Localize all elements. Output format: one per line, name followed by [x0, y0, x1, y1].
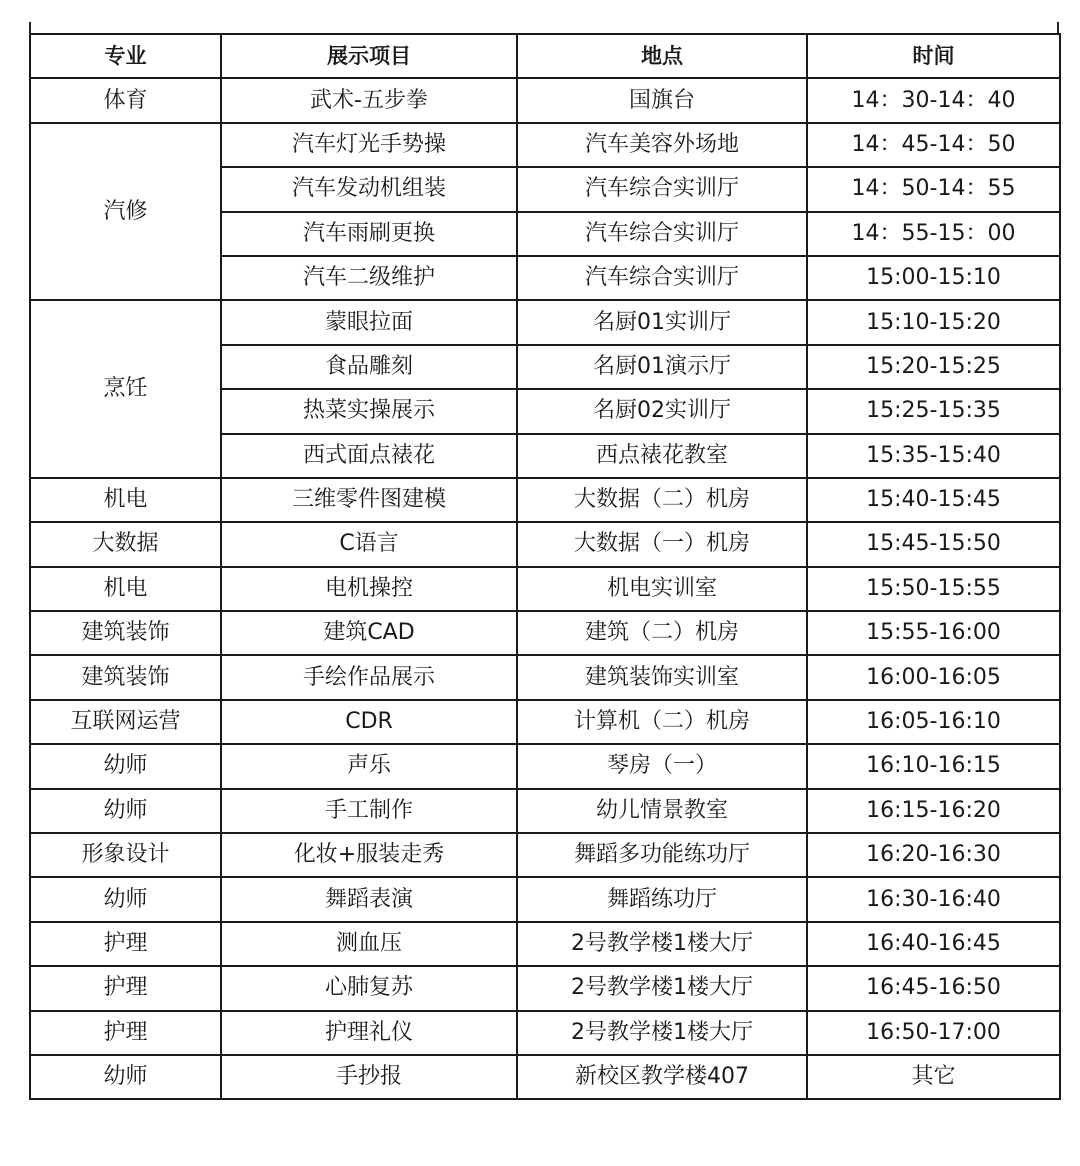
- location-cell: 2号教学楼1楼大厅: [517, 922, 807, 966]
- major-cell: 幼师: [30, 744, 221, 788]
- location-cell: 汽车综合实训厅: [517, 212, 807, 256]
- table-row: [30, 1055, 1060, 1099]
- table-row: [30, 522, 1060, 566]
- time-cell: 14：45-14：50: [807, 123, 1060, 167]
- major-cell: 体育: [30, 78, 221, 122]
- project-cell: 西式面点裱花: [221, 434, 517, 478]
- major-cell: 幼师: [30, 789, 221, 833]
- time-cell: 15:40-15:45: [807, 478, 1060, 522]
- location-cell: 名厨01演示厅: [517, 345, 807, 389]
- project-cell: 测血压: [221, 922, 517, 966]
- table-row: [30, 700, 1060, 744]
- header-location: 地点: [517, 34, 807, 78]
- table-row: [30, 744, 1060, 788]
- header-time: 时间: [807, 34, 1060, 78]
- major-cell: 形象设计: [30, 833, 221, 877]
- table-row: [30, 478, 1060, 522]
- location-cell: 西点裱花教室: [517, 434, 807, 478]
- project-cell: 热菜实操展示: [221, 389, 517, 433]
- table-row: [30, 922, 1060, 966]
- project-cell: 护理礼仪: [221, 1011, 517, 1055]
- major-cell: 汽修: [30, 123, 221, 301]
- time-cell: 15:10-15:20: [807, 300, 1060, 344]
- location-cell: 2号教学楼1楼大厅: [517, 1011, 807, 1055]
- table-row: [30, 78, 1060, 122]
- location-cell: 名厨01实训厅: [517, 300, 807, 344]
- table-row: [30, 655, 1060, 699]
- table-row: [30, 966, 1060, 1010]
- major-cell: 护理: [30, 922, 221, 966]
- time-cell: 14：30-14：40: [807, 78, 1060, 122]
- location-cell: 新校区教学楼407: [517, 1055, 807, 1099]
- time-cell: 15:00-15:10: [807, 256, 1060, 300]
- project-cell: 建筑CAD: [221, 611, 517, 655]
- table-row: [30, 1011, 1060, 1055]
- major-cell: 护理: [30, 1011, 221, 1055]
- time-cell: 15:45-15:50: [807, 522, 1060, 566]
- location-cell: 计算机（二）机房: [517, 700, 807, 744]
- time-cell: 15:25-15:35: [807, 389, 1060, 433]
- location-cell: 琴房（一）: [517, 744, 807, 788]
- project-cell: 手绘作品展示: [221, 655, 517, 699]
- table-header-row: [30, 34, 1060, 78]
- project-cell: 汽车二级维护: [221, 256, 517, 300]
- table-row: [30, 611, 1060, 655]
- major-cell: 幼师: [30, 877, 221, 921]
- time-cell: 16:40-16:45: [807, 922, 1060, 966]
- project-cell: 声乐: [221, 744, 517, 788]
- project-cell: 武术-五步拳: [221, 78, 517, 122]
- table-row: [30, 567, 1060, 611]
- project-cell: C语言: [221, 522, 517, 566]
- time-cell: 14：55-15：00: [807, 212, 1060, 256]
- location-cell: 机电实训室: [517, 567, 807, 611]
- location-cell: 大数据（一）机房: [517, 522, 807, 566]
- location-cell: 舞蹈多功能练功厅: [517, 833, 807, 877]
- time-cell: 16:20-16:30: [807, 833, 1060, 877]
- time-cell: 16:00-16:05: [807, 655, 1060, 699]
- table-row: [30, 877, 1060, 921]
- project-cell: 食品雕刻: [221, 345, 517, 389]
- project-cell: 汽车雨刷更换: [221, 212, 517, 256]
- location-cell: 国旗台: [517, 78, 807, 122]
- schedule-table: [29, 33, 1061, 1100]
- location-cell: 建筑装饰实训室: [517, 655, 807, 699]
- time-cell: 16:10-16:15: [807, 744, 1060, 788]
- major-cell: 互联网运营: [30, 700, 221, 744]
- location-cell: 2号教学楼1楼大厅: [517, 966, 807, 1010]
- time-cell: 16:50-17:00: [807, 1011, 1060, 1055]
- location-cell: 汽车综合实训厅: [517, 256, 807, 300]
- location-cell: 舞蹈练功厅: [517, 877, 807, 921]
- project-cell: 汽车发动机组装: [221, 167, 517, 211]
- time-cell: 15:50-15:55: [807, 567, 1060, 611]
- major-cell: 建筑装饰: [30, 655, 221, 699]
- project-cell: 手抄报: [221, 1055, 517, 1099]
- time-cell: 16:05-16:10: [807, 700, 1060, 744]
- major-cell: 烹饪: [30, 300, 221, 478]
- location-cell: 汽车综合实训厅: [517, 167, 807, 211]
- major-cell: 大数据: [30, 522, 221, 566]
- major-cell: 机电: [30, 478, 221, 522]
- table-row: [30, 789, 1060, 833]
- location-cell: 大数据（二）机房: [517, 478, 807, 522]
- location-cell: 幼儿情景教室: [517, 789, 807, 833]
- time-cell: 16:15-16:20: [807, 789, 1060, 833]
- project-cell: 汽车灯光手势操: [221, 123, 517, 167]
- time-cell: 15:55-16:00: [807, 611, 1060, 655]
- time-cell: 其它: [807, 1055, 1060, 1099]
- major-cell: 机电: [30, 567, 221, 611]
- project-cell: 化妆+服装走秀: [221, 833, 517, 877]
- time-cell: 15:35-15:40: [807, 434, 1060, 478]
- table-row: [30, 833, 1060, 877]
- location-cell: 建筑（二）机房: [517, 611, 807, 655]
- table-row: [30, 123, 1060, 167]
- time-cell: 15:20-15:25: [807, 345, 1060, 389]
- project-cell: CDR: [221, 700, 517, 744]
- project-cell: 舞蹈表演: [221, 877, 517, 921]
- header-major: 专业: [30, 34, 221, 78]
- project-cell: 电机操控: [221, 567, 517, 611]
- location-cell: 名厨02实训厅: [517, 389, 807, 433]
- table-row: [30, 300, 1060, 344]
- project-cell: 手工制作: [221, 789, 517, 833]
- major-cell: 护理: [30, 966, 221, 1010]
- time-cell: 16:30-16:40: [807, 877, 1060, 921]
- major-cell: 建筑装饰: [30, 611, 221, 655]
- header-project: 展示项目: [221, 34, 517, 78]
- time-cell: 16:45-16:50: [807, 966, 1060, 1010]
- project-cell: 蒙眼拉面: [221, 300, 517, 344]
- project-cell: 三维零件图建模: [221, 478, 517, 522]
- project-cell: 心肺复苏: [221, 966, 517, 1010]
- time-cell: 14：50-14：55: [807, 167, 1060, 211]
- major-cell: 幼师: [30, 1055, 221, 1099]
- location-cell: 汽车美容外场地: [517, 123, 807, 167]
